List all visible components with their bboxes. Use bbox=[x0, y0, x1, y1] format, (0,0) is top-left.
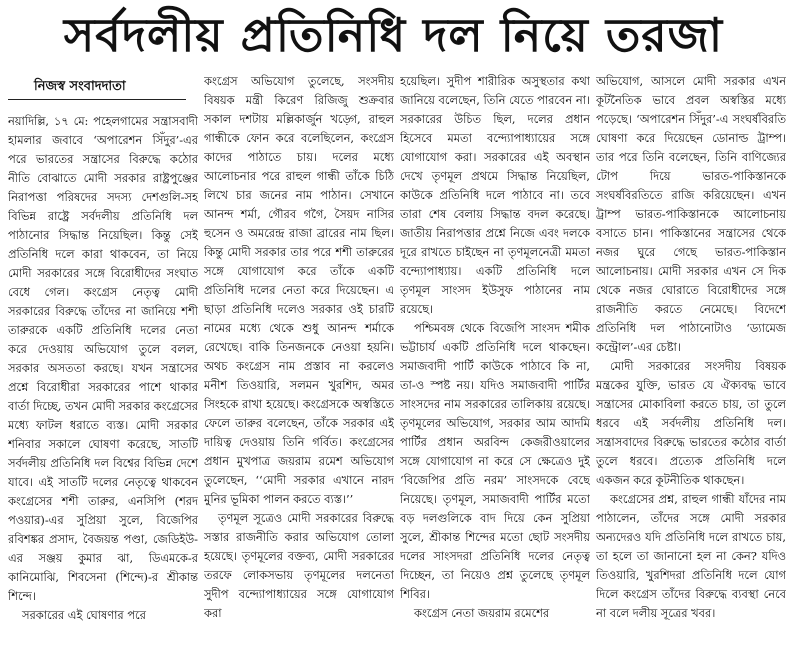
paragraph: নয়াদিল্লি, ১৭ মে: পহেলগামের সন্ত্রাসবাদী হামলার জবাবে ‘অপারেশন সিঁদুর’-এর পরে ভারতের সন্ত্রাসের বিরুদ্ধে কঠোর নীতি বোঝাতে মোদী সরকার রাষ্ট্রপুঞ্জের নিরাপত্তা পরিষদের সদস্য দেশগুলি-সহ বিভিন্ন রাষ্ট্রে সর্বদলীয় প্রতিনিধি দল পাঠানোর সিদ্ধান্ত নিয়েছিল। কিন্তু সেই প্রতিনিধি দলে কারা থাকবেন, তা নিয়ে মোদী সরকারের সঙ্গে বিরোধীদের সংঘাত বেধে গেল। কংগ্রেস নেতৃত্ব মোদী সরকারের বিরুদ্ধে তাঁদের না জানিয়ে শশী তারুরকে একটি প্রতিনিধি দলের নেতা করে দেওয়ায় অভিযোগ তুলে বলল, সরকার অসততা করছে। যখন সন্ত্রাসের প্রশ্নে বিরোধীরা সরকারের পাশে থাকার বার্তা দিচ্ছে, তখন মোদী সরকার কংগ্রেসের মধ্যে ফাটল ধরাতে ব্যস্ত। মোদী সরকার শনিবার সকালে ঘোষণা করেছে, সাতটি সর্বদলীয় প্রতিনিধি দল বিশ্বের বিভিন্ন দেশে যাবে। এই সাতটি দলের নেতৃত্বে থাকবেন কংগ্রেসের শশী তারুর, এনসিপি (শরদ পওয়ার)-এর সুপ্রিয়া সুলে, বিজেপির রবিশঙ্কর প্রসাদ, বৈজয়ন্ত পণ্ডা, জেডিইউ-এর সঞ্জয় কুমার ঝা, ডিএমকে-র কানিমোঝি, শিবসেনা (শিন্দে)-র শ্রীকান্ত শিন্দে। bbox=[8, 114, 198, 603]
paragraph: কংগ্রেস অভিযোগ তুলেছে, সংসদীয় বিষয়ক মন্ত্রী কিরেণ রিজিজু শুক্রবার সকাল দশটায় মল্লিকার্জুন খড়্গে, রাহুল গান্ধীকে ফোন করে বলেছিলেন, কংগ্রেস কাদের পাঠাতে চায়। দলের মধ্যে আলোচনার পরে রাহুল গান্ধী তাঁকে চিঠি লিখে চার জনের নাম পাঠান। সেখানে আনন্দ শর্মা, গৌরব গগৈ, সৈয়দ নাসির হুসেন ও অমরেন্দ্র রাজা ব্রারের নাম ছিল। কিন্তু মোদী সরকার তার পরে শশী তারুরের সঙ্গে যোগাযোগ করে তাঁকে একটি প্রতিনিধি দলের নেতা করে দিয়েছেন। এ ছাড়া প্রতিনিধি দলেও সরকার ওই চারটি নামের মধ্যে থেকে শুধু আনন্দ শর্মাকে রেখেছে। বাকি তিনজনকে নেওয়া হয়নি। অথচ কংগ্রেস নাম প্রস্তাব না করলেও মনীশ তিওয়ারি, সলমন খুরশিদ, অমর সিংহকে রাখা হয়েছে। কংগ্রেসকে অস্বস্তিতে ফেলে তারুর বলেছেন, তাঁকে সরকার এই দায়িত্ব দেওয়ায় তিনি গর্বিত। কংগ্রেসের প্রধান মুখপাত্র জয়রাম রমেশ অভিযোগ তুলেছেন, ‘‘মোদী সরকার এখানে নারদ মুনির ভূমিকা পালন করতে ব্যস্ত।’’ bbox=[204, 74, 394, 506]
article-column-1 bbox=[8, 112, 198, 651]
paragraph: পশ্চিমবঙ্গ থেকে বিজেপি সাংসদ শমীক ভট্টাচার্য একটি প্রতিনিধি দলে থাকছেন। সমাজবাদী পার্টি কাউকে পাঠাবে কি না, তা-ও স্পষ্ট নয়। যদিও সমাজবাদী পার্টির সাংসদের নাম সরকারের তালিকায় রয়েছে। তৃণমূলের অভিযোগ, সরকার আম আদমি পার্টির প্রধান অরবিন্দ কেজরীওয়ালের সঙ্গে যোগাযোগ না করে সে ক্ষেত্রেও দুই ‘বিজেপির প্রতি নরম’ সাংসদকে বেছে নিয়েছে। তৃণমূল, সমাজবাদী পার্টির মতো বড় দলগুলিকে বাদ দিয়ে কেন সুপ্রিয়া সুলে, শ্রীকান্ত শিন্দের মতো ছোট সংসদীয় দলের সাংসদরা প্রতিনিধি দলের নেতৃত্ব দিচ্ছেন, তা নিয়েও প্রশ্ন তুলেছে তৃণমূল শিবির। bbox=[400, 321, 590, 601]
paragraph: অভিযোগ, আসলে মোদী সরকার এখন কূটনৈতিক ভাবে প্রবল অস্বস্তির মধ্যে পড়েছে। ‘অপারেশন সিঁদুর’-এ সংঘর্ষবিরতি ঘোষণা করে দিয়েছেন ডোনাল্ড ট্রাম্প। তার পরে তিনি বলেছেন, তিনি বাণিজ্যের টোপ দিয়ে ভারত-পাকিস্তানকে সংঘর্ষবিরতিতে রাজি করিয়েছেন। এখন ট্রাম্প ভারত-পাকিস্তানকে আলোচনায় বসাতে চান। পাকিস্তানের সন্ত্রাসের থেকে নজর ঘুরে গেছে ভারত-পাকিস্তান আলোচনায়। মোদী সরকার এখন সে দিক থেকে নজর ঘোরাতে বিরোধীদের সঙ্গে রাজনীতি করতে নেমেছে। বিদেশে প্রতিনিধি দল পাঠানোটাও ‘ড্যামেজ কন্ট্রোল’-এর চেষ্টা। bbox=[596, 74, 786, 354]
paragraph: মোদী সরকারের সংসদীয় বিষয়ক মন্ত্রকের যুক্তি, ভারত যে ঐক্যবদ্ধ ভাবে সন্ত্রাসের মোকাবিলা করতে চায়, তা তুলে ধরবে এই সর্বদলীয় প্রতিনিধি দল। সন্ত্রাসবাদের বিরুদ্ধে ভারতের কঠোর বার্তা তুলে ধরবে। প্রত্যেক প্রতিনিধি দলে একজন করে কূটনীতিক থাকছেন। bbox=[596, 359, 786, 487]
article-column-4 bbox=[596, 72, 786, 651]
article-column-3 bbox=[400, 72, 590, 651]
byline-rule bbox=[8, 99, 186, 100]
paragraph: কংগ্রেস নেতা জয়রাম রমেশের bbox=[414, 606, 550, 620]
paragraph: তৃণমূল সূত্রেও মোদী সরকারের বিরুদ্ধে সস্তার রাজনীতি করার অভিযোগ তোলা হয়েছে। তৃণমূলের বক্তব্য, মোদী সরকারের তরফে লোকসভায় তৃণমূলের দলনেতা সুদীপ বন্দ্যোপাধ্যায়ের সঙ্গে যোগাযোগ করা bbox=[204, 511, 394, 620]
headline: সর্বদলীয় প্রতিনিধি দল নিয়ে তরজা bbox=[63, 8, 724, 62]
paragraph: কংগ্রেসের প্রশ্ন, রাহুল গান্ধী যাঁদের নাম পাঠালেন, তাঁদের সঙ্গে মোদী সরকার অন্যদেরও যদি প্রতিনিধি দলে রাখতে চায়, তা হলে তা জানানো হল না কেন? যদিও তিওয়ারি, খুরশিদরা প্রতিনিধি দলে যোগ দিলে কংগ্রেস তাঁদের বিরুদ্ধে ব্যবস্থা নেবে না বলে দলীয় সূত্রের খবর। bbox=[596, 492, 786, 620]
article-column-2 bbox=[204, 72, 394, 651]
paragraph: হয়েছিল। সুদীপ শারীরিক অসুস্থতার কথা জানিয়ে বলেছেন, তিনি যেতে পারবেন না। সরকারের উচিত ছিল, দলের প্রধান হিসেবে মমতা বন্দ্যোপাধ্যায়ের সঙ্গে যোগাযোগ করা। সরকারের এই অবস্থান দেখে তৃণমূল প্রথমে সিদ্ধান্ত নিয়েছিল, কাউকে প্রতিনিধি দলে পাঠাবে না। তবে তারা শেষ বেলায় সিদ্ধান্ত বদল করেছে। জাতীয় নিরাপত্তার প্রশ্নে নিজে এবং দলকে দূরে রাখতে চাইছেন না তৃণমূলনেত্রী মমতা বন্দ্যোপাধ্যায়। একটি প্রতিনিধি দলে তৃণমূল সাংসদ ইউসুফ পাঠানের নাম রয়েছে। bbox=[400, 74, 590, 316]
paragraph: সরকারের এই ঘোষণার পরে bbox=[22, 608, 146, 622]
byline: নিজস্ব সংবাদদাতা bbox=[34, 79, 126, 94]
